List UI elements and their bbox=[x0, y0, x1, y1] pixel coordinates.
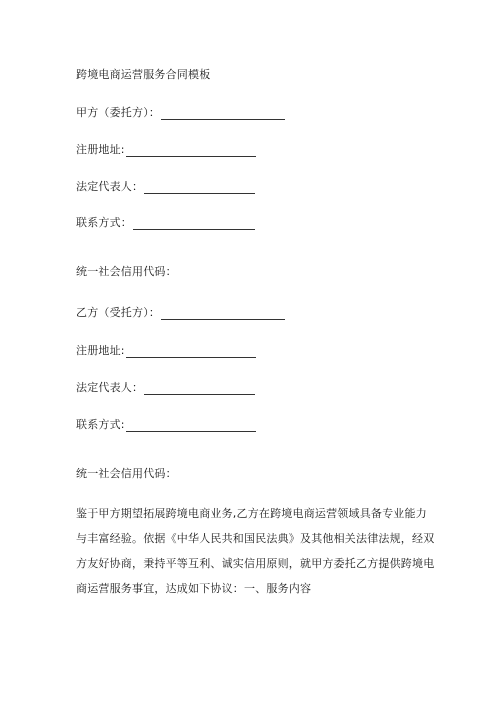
preamble-line: 商运营服务事宜，达成如下协议：一、服务内容 bbox=[76, 582, 312, 595]
party-b-contact-field bbox=[76, 418, 256, 432]
party-a-credit-field bbox=[76, 265, 177, 279]
party-b-name-label: 乙方（受托方）： bbox=[76, 306, 161, 319]
party-a-rep-label: 法定代表人： bbox=[76, 180, 144, 193]
preamble-line: 方友好协商，秉持平等互利、诚实信用原则，就甲方委托乙方提供跨境电 bbox=[76, 557, 435, 570]
preamble-paragraph bbox=[76, 507, 436, 607]
party-b-address-blank bbox=[126, 345, 256, 358]
party-b-address-field bbox=[76, 344, 256, 358]
party-b-contact-label: 联系方式: bbox=[76, 418, 125, 431]
preamble-line: 鉴于甲方期望拓展跨境电商业务,乙方在跨境电商运营领域具备专业能力 bbox=[76, 507, 427, 520]
preamble-line: 与丰富经验。依据《中华人民共和国民法典》及其他相关法律法规，经双 bbox=[76, 532, 435, 545]
party-a-contact-field bbox=[76, 216, 255, 230]
party-b-rep-label: 法定代表人： bbox=[76, 381, 144, 394]
party-b-credit-label: 统一社会信用代码： bbox=[76, 467, 177, 480]
party-a-address-field bbox=[76, 143, 256, 157]
party-b-credit-field bbox=[76, 467, 177, 481]
party-a-contact-label: 联系方式： bbox=[76, 216, 132, 229]
party-a-rep-field bbox=[76, 180, 255, 194]
party-a-name-blank bbox=[161, 107, 285, 120]
party-a-address-blank bbox=[126, 144, 256, 157]
document-title: 跨境电商运营服务合同模板 bbox=[76, 68, 211, 81]
party-b-address-label: 注册地址: bbox=[76, 344, 125, 357]
party-a-name-field bbox=[76, 106, 285, 120]
party-b-name-blank bbox=[161, 307, 285, 320]
party-b-rep-field bbox=[76, 381, 255, 395]
party-b-name-field bbox=[76, 306, 285, 320]
party-a-rep-blank bbox=[144, 181, 255, 194]
party-a-contact-blank bbox=[133, 217, 255, 230]
party-b-rep-blank bbox=[144, 382, 255, 395]
party-b-contact-blank bbox=[126, 419, 256, 432]
party-a-name-label: 甲方（委托方）： bbox=[76, 106, 161, 119]
party-a-credit-label: 统一社会信用代码： bbox=[76, 265, 177, 278]
party-a-address-label: 注册地址: bbox=[76, 143, 125, 156]
